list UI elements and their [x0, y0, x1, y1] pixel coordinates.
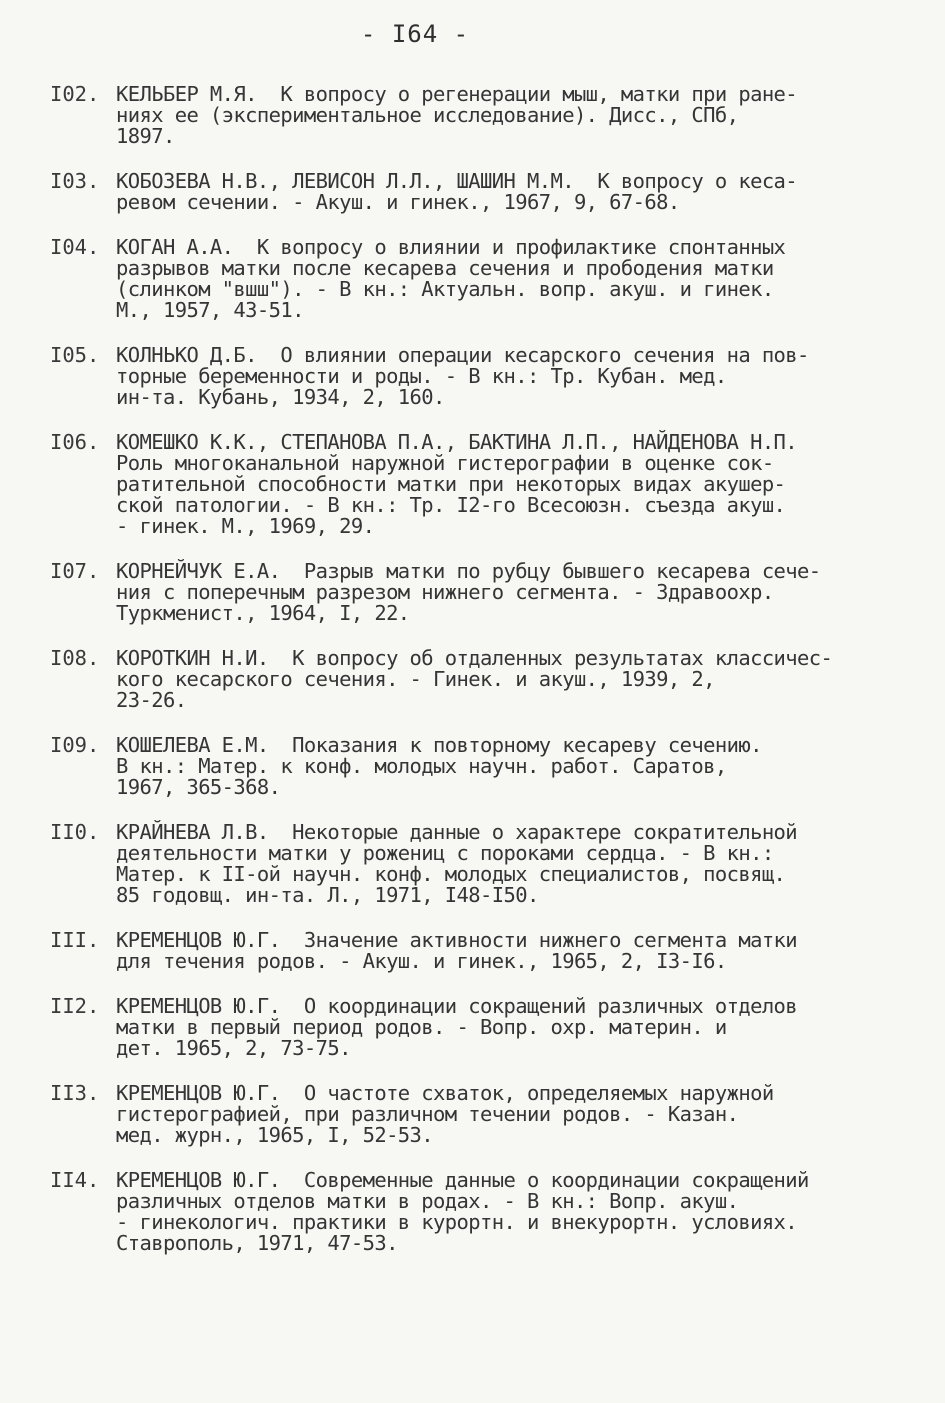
entry-line: Ставрополь, 1971, 47-53. — [116, 1231, 398, 1255]
entry-line: Роль многоканальной наружной гистерографии в оценке сок- — [116, 451, 774, 475]
entry-line: КОЛНЬКО Д.Б. О влиянии операции кесарского сечения на пов- — [116, 343, 809, 367]
entry-number: I09. — [50, 733, 100, 757]
bibliography-entry — [50, 735, 910, 798]
entry-number: I05. — [50, 343, 100, 367]
entry-line: ревом сечении. - Акуш. и гинек., 1967, 9, 67-68. — [116, 190, 680, 214]
entry-line: Матер. к II-ой научн. конф. молодых специалистов, посвящ. — [116, 862, 786, 886]
entry-line: КЕЛЬБЕР М.Я. К вопросу о регенерации мыш, матки при ране- — [116, 82, 798, 106]
entry-number: II0. — [50, 820, 100, 844]
entry-number: I03. — [50, 169, 100, 193]
entry-text — [116, 432, 910, 537]
entry-number: I07. — [50, 559, 100, 583]
bibliography-entry — [50, 432, 910, 537]
entry-line: КОРОТКИН Н.И. К вопросу об отдаленных результатах классичес- — [116, 646, 833, 670]
bibliography-entry — [50, 930, 910, 972]
entry-text — [116, 171, 910, 213]
entry-line: 85 годовщ. ин-та. Л., 1971, I48-I50. — [116, 883, 539, 907]
entry-line: ской патологии. - В кн.: Тр. I2-го Всесоюзн. съезда акуш. — [116, 493, 786, 517]
entry-text — [116, 735, 910, 798]
entry-text — [116, 1170, 910, 1254]
entry-line: КОГАН А.А. К вопросу о влиянии и профилактике спонтанных — [116, 235, 786, 259]
entry-line: ниях ее (экспериментальное исследование). Дисс., СПб, — [116, 103, 739, 127]
entry-line: ния с поперечным разрезом нижнего сегмента. - Здравоохр. — [116, 580, 774, 604]
entry-line: разрывов матки после кесарева сечения и прободения матки — [116, 256, 774, 280]
entry-line: торные беременности и роды. - В кн.: Тр. Кубан. мед. — [116, 364, 727, 388]
entry-text — [116, 345, 910, 408]
entry-line: КОШЕЛЕВА Е.М. Показания к повторному кесареву сечению. — [116, 733, 762, 757]
bibliography-entry — [50, 237, 910, 321]
entry-text — [116, 930, 910, 972]
entry-line: В кн.: Матер. к конф. молодых научн. работ. Саратов, — [116, 754, 727, 778]
entry-line: - гинек. М., 1969, 29. — [116, 514, 375, 538]
entry-text — [116, 84, 910, 147]
entry-line: матки в первый период родов. - Вопр. охр. материн. и — [116, 1015, 727, 1039]
entry-text — [116, 237, 910, 321]
entry-line: КРАЙНЕВА Л.В. Некоторые данные о характере сократительной — [116, 820, 798, 844]
entry-line: кого кесарского сечения. - Гинек. и акуш., 1939, 2, — [116, 667, 715, 691]
bibliography-list — [50, 84, 910, 1278]
entry-text — [116, 822, 910, 906]
entry-line: КРЕМЕНЦОВ Ю.Г. О частоте схваток, определяемых наружной — [116, 1081, 774, 1105]
bibliography-entry — [50, 561, 910, 624]
entry-line: 23-26. — [116, 688, 187, 712]
entry-text — [116, 648, 910, 711]
entry-line: КОБОЗЕВА Н.В., ЛЕВИСОН Л.Л., ШАШИН М.М. К вопросу о кеса- — [116, 169, 798, 193]
entry-number: II2. — [50, 994, 100, 1018]
entry-line: для течения родов. - Акуш. и гинек., 1965, 2, I3-I6. — [116, 949, 727, 973]
entry-text — [116, 996, 910, 1059]
bibliography-entry — [50, 996, 910, 1059]
bibliography-entry — [50, 84, 910, 147]
entry-number: I08. — [50, 646, 100, 670]
entry-line: дет. 1965, 2, 73-75. — [116, 1036, 351, 1060]
entry-line: КРЕМЕНЦОВ Ю.Г. Современные данные о координации сокращений — [116, 1168, 809, 1192]
entry-line: КРЕМЕНЦОВ Ю.Г. Значение активности нижнего сегмента матки — [116, 928, 798, 952]
entry-line: КРЕМЕНЦОВ Ю.Г. О координации сокращений различных отделов — [116, 994, 798, 1018]
entry-line: М., 1957, 43-51. — [116, 298, 304, 322]
bibliography-entry — [50, 1083, 910, 1146]
entry-number: III. — [50, 928, 100, 952]
entry-number: I06. — [50, 430, 100, 454]
entry-line: мед. журн., 1965, I, 52-53. — [116, 1123, 434, 1147]
entry-line: - гинекологич. практики в курортн. и внекурортн. условиях. — [116, 1210, 798, 1234]
entry-number: II4. — [50, 1168, 100, 1192]
bibliography-entry — [50, 1170, 910, 1254]
entry-line: Туркменист., 1964, I, 22. — [116, 601, 410, 625]
entry-number: I02. — [50, 82, 100, 106]
page-number: - I64 - — [360, 20, 470, 48]
entry-line: 1967, 365-368. — [116, 775, 281, 799]
entry-text — [116, 561, 910, 624]
entry-line: 1897. — [116, 124, 175, 148]
entry-number: I04. — [50, 235, 100, 259]
entry-line: гистерографией, при различном течении родов. - Казан. — [116, 1102, 739, 1126]
bibliography-entry — [50, 822, 910, 906]
entry-line: ратительной способности матки при некоторых видах акушер- — [116, 472, 786, 496]
entry-text — [116, 1083, 910, 1146]
entry-line: КОМЕШКО К.К., СТЕПАНОВА П.А., БАКТИНА Л.П., НАЙДЕНОВА Н.П. — [116, 430, 798, 454]
bibliography-entry — [50, 648, 910, 711]
entry-line: деятельности матки у рожениц с пороками сердца. - В кн.: — [116, 841, 774, 865]
entry-line: различных отделов матки в родах. - В кн.: Вопр. акуш. — [116, 1189, 739, 1213]
bibliography-entry — [50, 171, 910, 213]
entry-line: ин-та. Кубань, 1934, 2, 160. — [116, 385, 445, 409]
entry-number: II3. — [50, 1081, 100, 1105]
entry-line: КОРНЕЙЧУК Е.А. Разрыв матки по рубцу бывшего кесарева сече- — [116, 559, 821, 583]
bibliography-entry — [50, 345, 910, 408]
entry-line: (слинком "вшш"). - В кн.: Актуальн. вопр. акуш. и гинек. — [116, 277, 774, 301]
